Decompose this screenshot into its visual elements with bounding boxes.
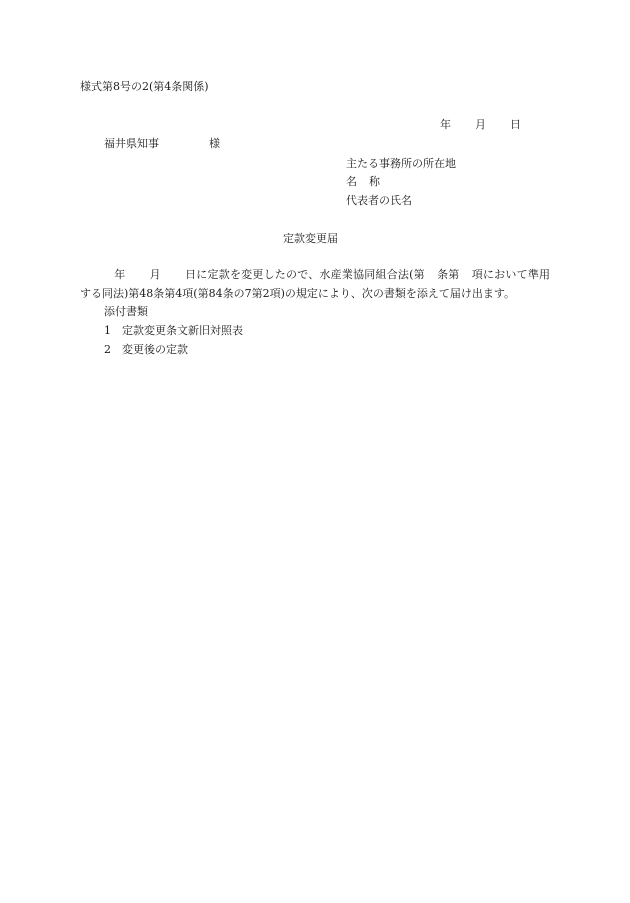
date-day-label: 日 xyxy=(510,118,521,131)
representative-label: 代表者の氏名 xyxy=(346,194,412,207)
form-number: 様式第8号の2(第4条関係) xyxy=(80,80,209,93)
body-article: 条第 xyxy=(436,268,460,281)
addressee-name: 福井県知事 xyxy=(104,137,159,150)
attachment-number: 2 xyxy=(104,343,111,356)
body-text-part1: 日に定款を変更したので、水産業協同組合法(第 xyxy=(184,268,425,281)
attachment-number: 1 xyxy=(104,324,111,337)
body-month: 月 xyxy=(149,268,161,281)
name-label-first: 名 xyxy=(346,175,357,188)
attachment-label: 変更後の定款 xyxy=(122,343,188,356)
name-label xyxy=(346,175,380,189)
addressee-honorific: 様 xyxy=(209,137,220,150)
date-year-label: 年 xyxy=(440,118,451,131)
office-location-label: 主たる事務所の所在地 xyxy=(346,157,456,170)
name-label-second: 称 xyxy=(369,175,380,188)
date-month-label: 月 xyxy=(475,118,486,131)
body-year: 年 xyxy=(114,268,126,281)
attachment-item xyxy=(104,343,188,357)
attachment-item xyxy=(104,324,243,338)
attachment-label: 定款変更条文新旧対照表 xyxy=(122,324,243,337)
body-text-part2: 項において準用する同法)第48条第4項(第84条の7第2項)の規定により、次の書類を添えて届け出ます。 xyxy=(80,268,551,300)
addressee xyxy=(104,137,220,151)
body-paragraph xyxy=(80,265,550,303)
date-line xyxy=(440,118,521,132)
attachments-heading: 添付書類 xyxy=(104,305,148,318)
document-title: 定款変更届 xyxy=(283,232,338,245)
